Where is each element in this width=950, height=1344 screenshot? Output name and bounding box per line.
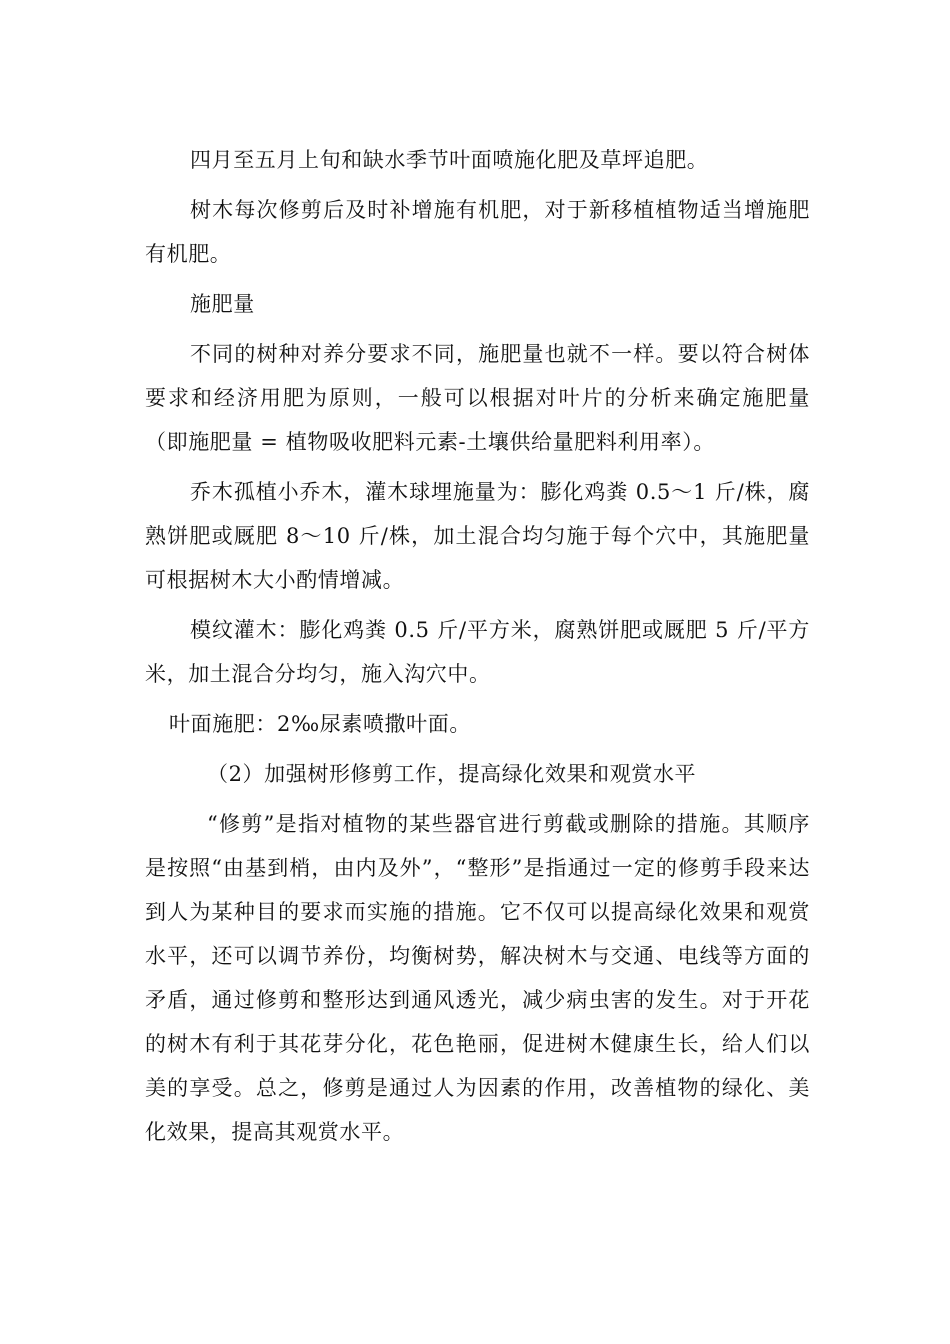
paragraph-shrub-fertilizer-amount: 模纹灌木：膨化鸡粪 0.5 斤/平方米，腐熟饼肥或厩肥 5 斤/平方米，加土混合分均匀，施入沟穴中。 [145,618,810,686]
paragraph-after-pruning-fertilizer: 树木每次修剪后及时补增施有机肥，对于新移植植物适当增施肥有机肥。 [145,198,810,266]
heading-fertilizer-amount: 施肥量 [190,292,255,316]
document-body [145,138,810,1154]
paragraph-foliar-fertilizer: 叶面施肥：2‰尿素喷撒叶面。 [169,712,471,736]
section-heading-pruning: （2）加强树形修剪工作，提高绿化效果和观赏水平 [207,762,697,786]
paragraph-fertilizer-principle: 不同的树种对养分要求不同，施肥量也就不一样。要以符合树体要求和经济用肥为原则，一般可以根据对叶片的分析来确定施肥量（即施肥量 = 植物吸收肥料元素-土壤供给量肥料利用率）。 [145,342,810,454]
paragraph-fertilizing-season: 四月至五月上旬和缺水季节叶面喷施化肥及草坪追肥。 [190,148,709,172]
paragraph-pruning-description: “修剪”是指对植物的某些器官进行剪截或删除的措施。其顺序是按照“由基到梢，由内及外”，“整形”是指通过一定的修剪手段来达到人为某种目的要求而实施的措施。它不仅可以提高绿化效果和观赏水平，还可以调节养份，均衡树势，解决树木与交通、电线等方面的矛盾，通过修剪和整形达到通风透光，减少病虫害的发生。对于开花的树木有利于其花芽分化，花色艳丽，促进树木健康生长，给人们以美的享受。总之，修剪是通过人为因素的作用，改善植物的绿化、美化效果，提高其观赏水平。 [145,812,810,1144]
paragraph-tree-fertilizer-amount: 乔木孤植小乔木，灌木球埋施量为：膨化鸡粪 0.5～1 斤/株，腐熟饼肥或厩肥 8～10 斤/株，加土混合均匀施于每个穴中，其施肥量可根据树木大小酌情增减。 [145,480,810,592]
